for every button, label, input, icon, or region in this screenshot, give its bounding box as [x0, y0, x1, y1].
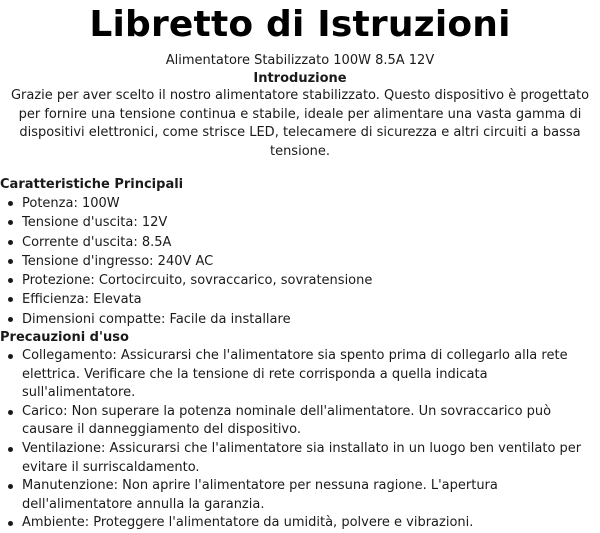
precautions-heading: Precauzioni d'uso [0, 330, 129, 346]
bullet-icon [8, 354, 13, 359]
list-item [22, 213, 600, 232]
list-item [22, 403, 600, 440]
features-list [0, 194, 600, 329]
precaution-text: Ambiente: Proteggere l'alimentatore da umidità, polvere e vibrazioni. [22, 515, 474, 531]
bullet-icon [8, 259, 13, 264]
precaution-text: Ventilazione: Assicurarsi che l'alimentatore sia installato in un luogo ben ventilato per evitare il surriscaldamento. [22, 441, 582, 475]
bullet-icon [8, 297, 13, 302]
list-item [22, 514, 600, 533]
list-item [22, 271, 600, 290]
list-item [22, 252, 600, 271]
intro-paragraph: Grazie per aver scelto il nostro alimentatore stabilizzato. Questo dispositivo è progettato per fornire una tensione continua e stabile, ideale per alimentare una vasta gamma di dispositivi elettronici, come strisce LED, telecamere di sicurezza e altri circuiti a bassa tensione. [10, 88, 590, 159]
bullet-icon [8, 447, 13, 452]
list-item [22, 290, 600, 309]
list-item [22, 233, 600, 252]
bullet-icon [8, 317, 13, 322]
document-title: Libretto di Istruzioni [89, 4, 511, 45]
feature-text: Tensione d'ingresso: 240V AC [22, 253, 214, 269]
bullet-icon [8, 521, 13, 526]
feature-text: Corrente d'uscita: 8.5A [22, 234, 172, 250]
precaution-text: Carico: Non superare la potenza nominale dell'alimentatore. Un sovraccarico può causare il danneggiamento del dispositivo. [22, 403, 552, 438]
bullet-icon [8, 201, 13, 206]
feature-text: Tensione d'uscita: 12V [22, 215, 168, 231]
feature-text: Protezione: Cortocircuito, sovraccarico, sovratensione [22, 273, 373, 289]
list-item [22, 477, 600, 514]
bullet-icon [8, 484, 13, 489]
product-subtitle: Alimentatore Stabilizzato 100W 8.5A 12V [165, 53, 435, 68]
precaution-text: Collegamento: Assicurarsi che l'alimentatore sia spento prima di collegarlo alla rete elettrica. Verificare che la tensione di rete corrisponda a quella indicata sull'alimentatore. [22, 348, 568, 401]
list-item [22, 347, 600, 403]
bullet-icon [8, 278, 13, 283]
features-heading: Caratteristiche Principali [0, 177, 184, 192]
intro-heading: Introduzione [253, 71, 347, 86]
bullet-icon [8, 220, 13, 225]
bullet-icon [8, 410, 13, 415]
list-item [22, 194, 600, 213]
feature-text: Potenza: 100W [22, 196, 120, 211]
precautions-list [0, 347, 600, 533]
feature-text: Efficienza: Elevata [22, 292, 142, 308]
list-item [22, 440, 600, 477]
list-item [22, 310, 600, 329]
feature-text: Dimensioni compatte: Facile da installare [22, 311, 291, 327]
bullet-icon [8, 240, 13, 245]
precaution-text: Manutenzione: Non aprire l'alimentatore per nessuna ragione. L'apertura dell'alimentatore annulla la garanzia. [22, 478, 498, 512]
